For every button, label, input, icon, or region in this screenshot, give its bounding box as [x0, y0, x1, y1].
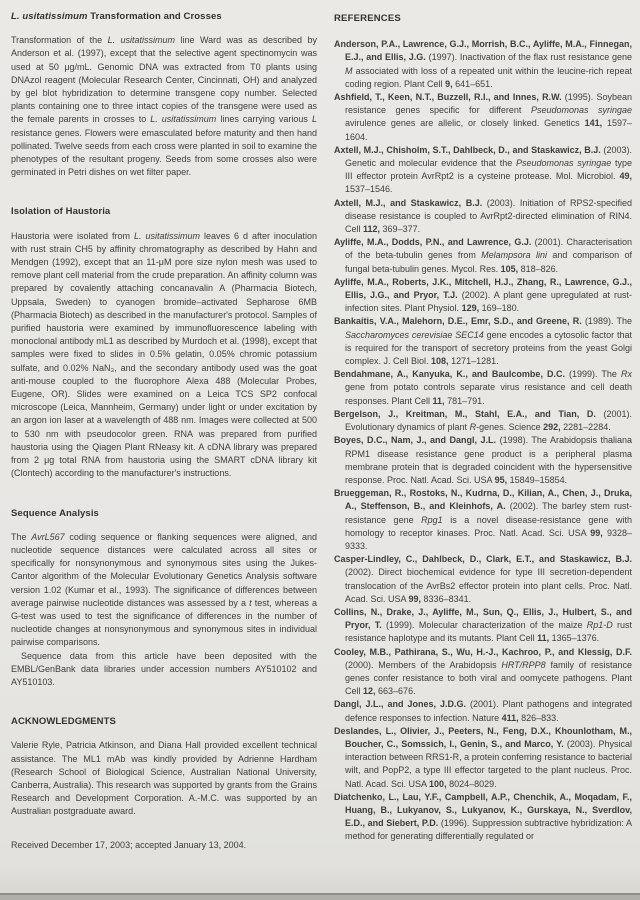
body-paragraph: Sequence data from this article have been deposited with the EMBL/GenBank data libraries under accession numbers AY510102 and AY510103. — [11, 650, 317, 687]
section-heading-isolation-of-haustoria: Isolation of Haustoria — [11, 206, 111, 218]
page-bottom-edge — [0, 893, 640, 900]
section-heading-acknowledgments: ACKNOWLEDGMENTS — [11, 716, 116, 728]
reference-item: Axtell, M.J., and Staskawicz, B.J. (2003). Initiation of RPS2-specified disease resistance is coupled to AvrRpt2-directed elimination of RIN4. Cell 112, 369–377. — [334, 197, 632, 235]
body-paragraph: Valerie Ryle, Patricia Atkinson, and Diana Hall provided excellent technical assistance. The ML1 mAb was kindly provided by Adrienne Hardham (Research School of Biological Science, Australian National University, Canberra, Australia). This research was supported by grants from the Grains Research and Development Corporation. A.-M.C. was supported by an Australian postgraduate award. — [11, 740, 317, 817]
left-column — [11, 10, 317, 890]
section-heading-sequence-analysis: Sequence Analysis — [11, 507, 99, 519]
section-heading-transformation-and-crosses: L. usitatissimum Transformation and Crosses — [11, 11, 222, 22]
reference-list — [334, 38, 632, 843]
reference-item: Bendahmane, A., Kanyuka, K., and Baulcombe, D.C. (1999). The Rx gene from potato controls separate virus resistance and cell death responses. Plant Cell 11, 781–791. — [334, 369, 632, 406]
reference-item: Axtell, M.J., Chisholm, S.T., Dahlbeck, D., and Staskawicz, B.J. (2003). Genetic and molecular evidence that the Pseudomonas syringae type III effector protein AvrRpt2 is a cysteine protease. Mol. Microbiol. 49, 1537–1546. — [334, 144, 632, 195]
body-paragraph: The AvrL567 coding sequence or flanking sequences were aligned, and nucleotide sequence distances were calculated across all sites or specifically for nonsynonymous and synonymous sites using the Jukes-Cantor algorithm of the Molecular Evolutionary Genetics Analysis software version 1.02 (Kumar et al., 1993). The significance of differences between average pairwise nucleotide distances was assessed by a t test, whereas a G-test was used to test the significance of differences in the number of nucleotide changes at nonsynonymous and synonymous sites in individual pairwise comparisons. — [11, 531, 317, 648]
reference-item: Cooley, M.B., Pathirana, S., Wu, H.-J., Kachroo, P., and Klessig, D.F. (2000). Members of the Arabidopsis HRT/RPP8 family of resistance genes confer resistance to both viral and oomycete pathogens. Plant Cell 12, 663–676. — [334, 646, 632, 697]
reference-item: Collins, N., Drake, J., Ayliffe, M., Sun, Q., Ellis, J., Hulbert, S., and Pryor, T. (1999). Molecular characterization of the maize Rp1-D rust resistance haplotype and its mutants. Plant Cell 11, 1365–1376. — [334, 606, 632, 644]
reference-item: Casper-Lindley, C., Dahlbeck, D., Clark, E.T., and Staskawicz, B.J. (2002). Direct biochemical evidence for type III secretion-dependent translocation of the AvrBs2 effector protein into plant cells. Proc. Natl. Acad. Sci. USA 99, 8336–8341. — [334, 554, 632, 604]
right-column — [334, 12, 632, 896]
reference-item: Dangl, J.L., and Jones, J.D.G. (2001). Plant pathogens and integrated defence responses to infection. Nature 411, 826–833. — [334, 699, 632, 723]
reference-item: Ayliffe, M.A., Dodds, P.N., and Lawrence, G.J. (2001). Characterisation of the beta-tubulin genes from Melampsora lini and comparison of fungal beta-tubulin genes. Mycol. Res. 105, 818–826. — [334, 237, 632, 274]
references-heading: REFERENCES — [334, 13, 401, 24]
reference-item: Bergelson, J., Kreitman, M., Stahl, E.A., and Tian, D. (2001). Evolutionary dynamics of plant R-genes. Science 292, 2281–2284. — [334, 408, 632, 433]
reference-item: Ayliffe, M.A., Roberts, J.K., Mitchell, H.J., Zhang, R., Lawrence, G.J., Ellis, J.G., and Pryor, T.J. (2002). A plant gene upregulated at rust-infection sites. Plant Physiol. 129, 169–180. — [334, 276, 632, 314]
reference-item: Bankaitis, V.A., Malehorn, D.E., Emr, S.D., and Greene, R. (1989). The Saccharomyces cerevisiae SEC14 gene encodes a cytosolic factor that is required for the transport of secretory proteins from the yeast Golgi complex. J. Cell Biol. 108, 1271–1281. — [334, 316, 632, 367]
received-accepted-note: Received December 17, 2003; accepted January 13, 2004. — [11, 839, 247, 850]
body-paragraph: Transformation of the L. usitatissimum line Ward was as described by Anderson et al. (1997), except that the selective agent spectinomycin was used at 50 μg/mL. Genomic DNA was extracted from T0 plants using DNAzol reagent (Molecular Research Center, Cincinnati, OH) and analyzed by gel blot hybridization to determine transgene copy number. Selected plants containing one to three intact copies of the transgene were used as the female parents in crosses to L. usitatissimum lines carrying various L resistance genes. Flowers were emasculated before maturity and then hand pollinated. Twelve seeds from each cross were planted in soil to examine the phenotypes of the resultant progeny. Seeds from some crosses also were germinated in Petri dishes on wet filter paper. — [11, 35, 317, 178]
reference-item: Brueggeman, R., Rostoks, N., Kudrna, D., Kilian, A., Chen, J., Druka, A., Steffenson, B., and Kleinhofs, A. (2002). The barley stem rust-resistance gene Rpg1 is a novel disease-resistance gene with homology to receptor kinases. Proc. Natl. Acad. Sci. USA 99, 9328–9333. — [334, 488, 632, 551]
reference-item: Ashfield, T., Keen, N.T., Buzzell, R.I., and Innes, R.W. (1995). Soybean resistance genes specific for different Pseudomonas syringae avirulence genes are allelic, or closely linked. Genetics 141, 1597–1604. — [334, 92, 632, 142]
reference-item: Diatchenko, L., Lau, Y.F., Campbell, A.P., Chenchik, A., Moqadam, F., Huang, B., Lukyanov, S., Lukyanov, K., Gurskaya, N., Sverdlov, E.D., and Siebert, P.D. (1996). Suppression subtractive hybridization: A method for generating differentially regulated or — [334, 791, 632, 842]
reference-item: Anderson, P.A., Lawrence, G.J., Morrish, B.C., Ayliffe, M.A., Finnegan, E.J., and Ellis, J.G. (1997). Inactivation of the flax rust resistance gene M associated with loss of a repeated unit within the leucine-rich repeat coding region. Plant Cell 9, 641–651. — [334, 39, 632, 89]
reference-item: Boyes, D.C., Nam, J., and Dangl, J.L. (1998). The Arabidopsis thaliana RPM1 disease resistance gene product is a peripheral plasma membrane protein that is degraded coincident with the hypersensitive response. Proc. Natl. Acad. Sci. USA 95, 15849–15854. — [334, 435, 632, 485]
reference-item: Deslandes, L., Olivier, J., Peeters, N., Feng, D.X., Khounlotham, M., Boucher, C., Somssich, I., Genin, S., and Marco, Y. (2003). Physical interaction between RRS1-R, a protein conferring resistance to bacterial wilt, and PopP2, a type III effector targeted to the plant nucleus. Proc. Natl. Acad. Sci. USA 100, 8024–8029. — [334, 725, 632, 789]
left-column-sections — [11, 10, 317, 819]
body-paragraph: Haustoria were isolated from L. usitatissimum leaves 6 d after inoculation with rust strain CH5 by affinity chromatography as described by Hahn and Mendgen (1992), except that an 11-μM pore size nylon mesh was used to remove plant cell material from the crude preparation. An affinity column was prepared by covalently attaching concanavalin A (Pharmacia Biotech, Uppsala, Sweden) to cyanogen bromide–activated Sepharose 6MB (Pharmacia Biotech) as described in the manufacturer's protocol. Samples of purified haustoria were examined by immunofluorescence labeling with monoclonal antibody mL1 as described by Murdoch et al. (1998), except that samples were fixed to slides in 0.5% gelatin, 0.05% chromic potassium sulfate, and 0.02% NaN₃, and the secondary antibody used was the goat anti-mouse coupled to the fluorophore Alexa 488 (Molecular Probes, Eugene, OR). Slides were examined on a Leica TCS SP2 confocal microscope (Leica, Mannheim, Germany) under light or under excitation by an argon ion laser at a wavelength of 488 nm. Images were collected at 500 to 530 nm with pseudocolor green. RNA was prepared from purified haustoria using the Qiagen Plant RNeasy kit. A cDNA library was prepared from 2 μg total RNA from haustoria using the SMART cDNA library kit (Clontech) according to the manufacturer's instructions. — [11, 230, 317, 479]
